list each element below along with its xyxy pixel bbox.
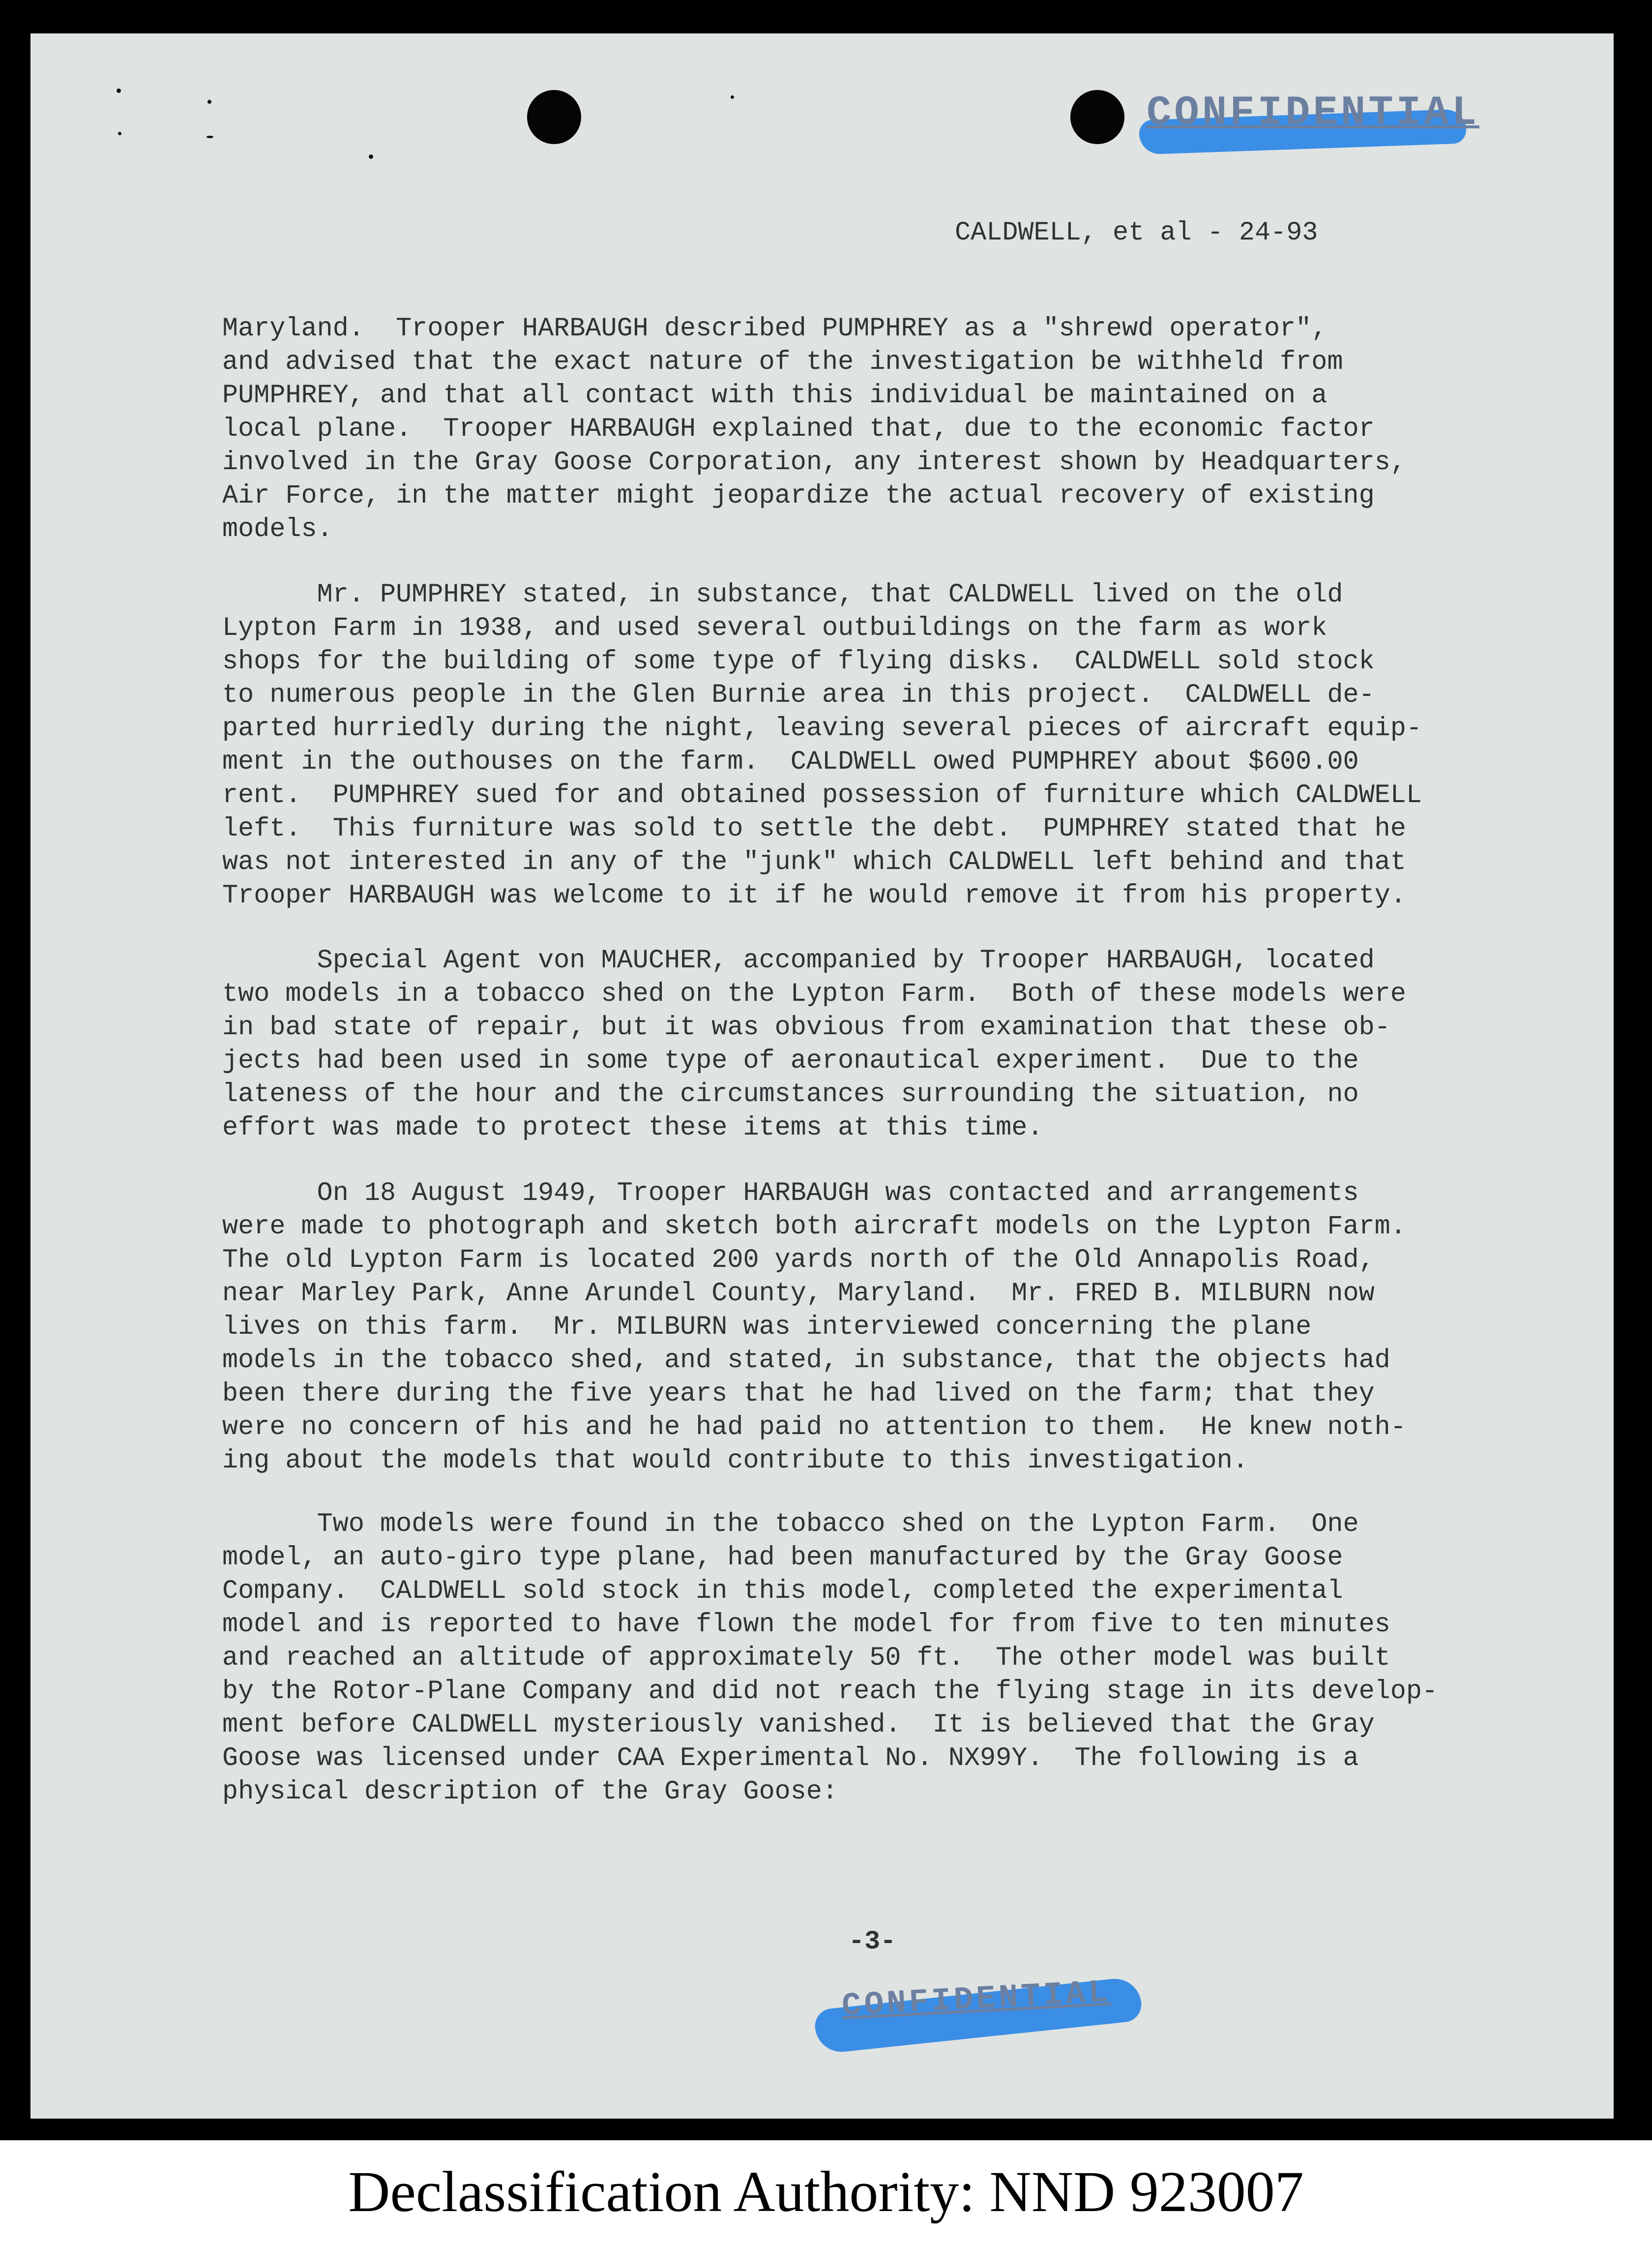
speck [207,100,211,104]
paragraph-4: On 18 August 1949, Trooper HARBAUGH was contacted and arrangements were made to photograph and sketch both aircraft models on the Lypton Farm. The old Lypton Farm is located 200 yards north of the Old Annapolis Road, near Marley Park, Anne Arundel County, Maryland. Mr. FRED B. MILBURN now lives on this farm. Mr. MILBURN was interviewed concerning the plane models in the tobacco shed, and stated, in substance, that the objects had been there during the five years that he had lived on the farm; that they were no concern of his and he had paid no attention to them. He knew noth- ing about the models that would contribute to this investigation. [222,1178,1406,1476]
paragraph-2: Mr. PUMPHREY stated, in substance, that CALDWELL lived on the old Lypton Farm in 1938, and used several outbuildings on the farm as work shops for the building of some type of flying disks. CALDWELL sold stock to numerous people in the Glen Burnie area in this project. CALDWELL de- parted hurriedly during the night, leaving several pieces of aircraft equip- ment in the outhouses on the farm. CALDWELL owed PUMPHREY about $600.00 rent. PUMPHREY sued for and obtained possession of furniture which CALDWELL left. This furniture was sold to settle the debt. PUMPHREY stated that he was not interested in any of the "junk" which CALDWELL left behind and that Trooper HARBAUGH was welcome to it if he would remove it from his property. [222,580,1422,911]
speck [118,132,121,135]
page-number: -3- [849,1927,896,1957]
page-header: CALDWELL, et al - 24-93 [955,218,1318,248]
stamp-top: CONFIDENTIAL [1147,90,1479,137]
paragraph-1: Maryland. Trooper HARBAUGH described PUMPHREY as a "shrewd operator", and advised that the exact nature of the investigation be withheld from PUMPHREY, and that all contact with this individual be maintained on a local plane. Trooper HARBAUGH explained that, due to the economic factor involved in the Gray Goose Corporation, any interest shown by Headquarters, Air Force, in the matter might jeopardize the actual recovery of existing models. [222,314,1406,544]
footer-bar [0,2140,1652,2245]
speck [206,136,213,138]
speck [369,154,373,159]
document-page [30,33,1614,2119]
paragraph-5: Two models were found in the tobacco shed on the Lypton Farm. One model, an auto-giro type plane, had been manufactured by the Gray Goose Company. CALDWELL sold stock in this model, completed the experimental model and is reported to have flown the model for from five to ten minutes and reached an altitude of approximately 50 ft. The other model was built by the Rotor-Plane Company and did not reach the flying stage in its develop- ment before CALDWELL mysteriously vanished. It is believed that the Gray Goose was licensed under CAA Experimental No. NX99Y. The following is a physical description of the Gray Goose: [222,1509,1438,1807]
punch-hole-left [527,90,581,144]
speck [117,89,121,93]
punch-hole-right [1070,90,1124,144]
stamp-bottom: CONFIDENTIAL [841,1974,1112,2025]
paragraph-3: Special Agent von MAUCHER, accompanied by Trooper HARBAUGH, located two models in a tobacco shed on the Lypton Farm. Both of these models were in bad state of repair, but it was obvious from examination that these ob- jects had been used in some type of aeronautical experiment. Due to the lateness of the hour and the circumstances surrounding the situation, no effort was made to protect these items at this time. [222,946,1406,1143]
speck [731,95,734,99]
declassification-authority: Declassification Authority: NND 923007 [348,2159,1304,2224]
